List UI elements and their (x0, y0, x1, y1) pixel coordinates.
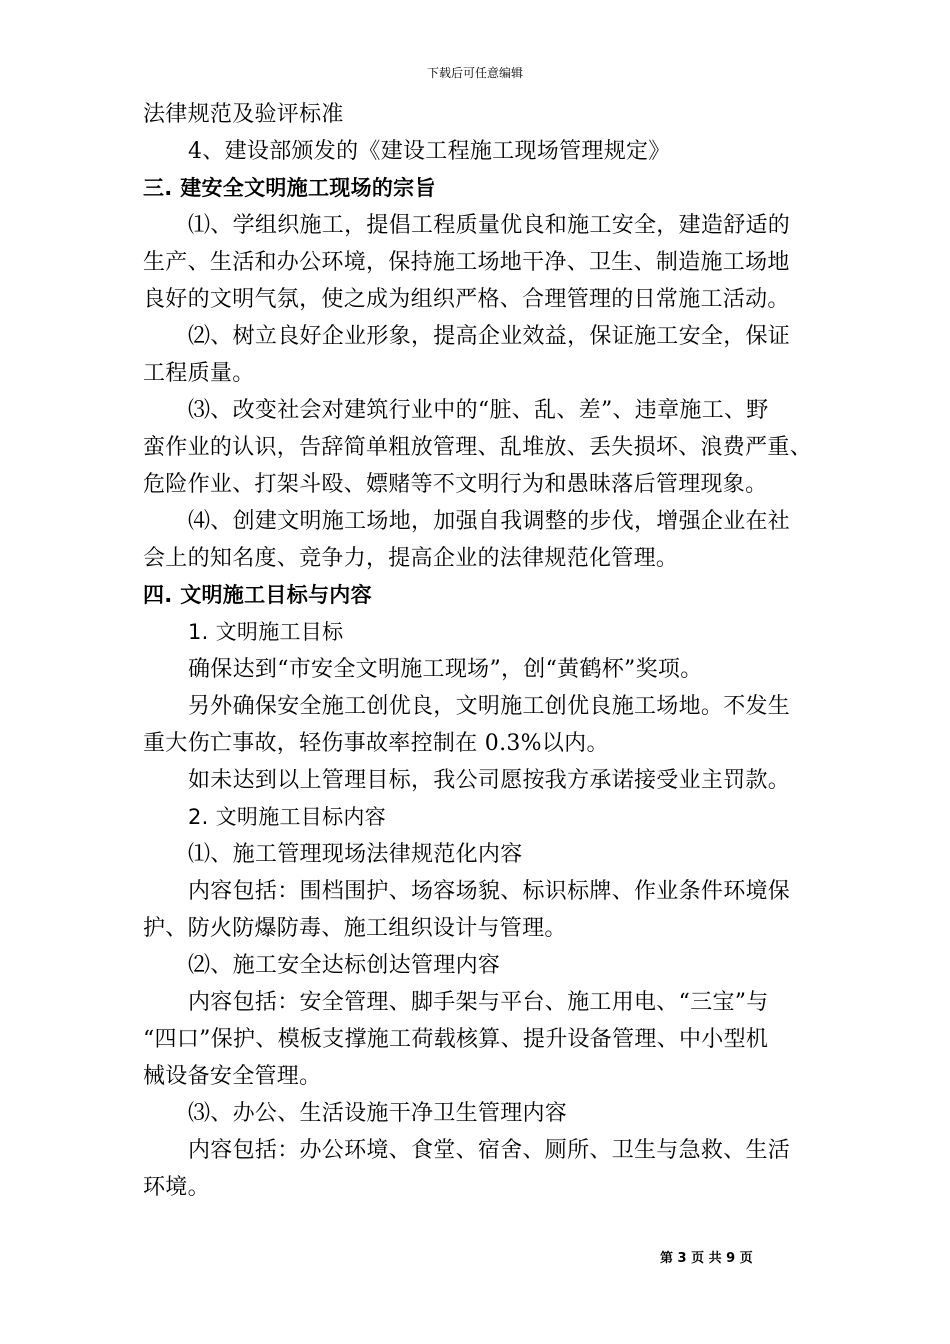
text-line: “四口”保护、模板支撑施工荷载核算、提升设备管理、中小型机 (143, 1027, 769, 1052)
text-line: ⑴、学组织施工，提倡工程质量优良和施工安全，建造舒适的 (188, 213, 791, 238)
text-line: ⑷、创建文明施工场地，加强自我调整的步伐，增强企业在社 (188, 509, 791, 534)
text-line: 会上的知名度、竞争力，提高企业的法律规范化管理。 (143, 546, 679, 571)
section-heading: 四. 文明施工目标与内容 (143, 583, 372, 607)
text-line: ⑵、施工安全达标创达管理内容 (188, 953, 501, 978)
text-line: ⑵、树立良好企业形象，提高企业效益，保证施工安全，保证 (188, 324, 791, 349)
page-header: 下载后可任意编辑 (426, 66, 523, 80)
text-line: 蛮作业的认识，告辞简单粗放管理、乱堆放、丢失损坏、浪费严重、 (143, 435, 813, 460)
text-line: 重大伤亡事故，轻伤事故率控制在 0.3%以内。 (143, 731, 609, 756)
text-line: 确保达到“市安全文明施工现场”，创“黄鹤杯”奖项。 (188, 657, 703, 682)
text-line: 如未达到以上管理目标，我公司愿按我方承诺接受业主罚款。 (188, 768, 791, 793)
text-line: 工程质量。 (143, 361, 255, 386)
text-line: 良好的文明气氛，使之成为组织严格、合理管理的日常施工活动。 (143, 287, 790, 312)
text-line: 环境。 (143, 1175, 210, 1200)
text-line: 内容包括：围档围护、场容场貌、标识标牌、作业条件环境保 (188, 879, 791, 904)
text-line: 械设备安全管理。 (143, 1064, 322, 1089)
section-heading: 三. 建安全文明施工现场的宗旨 (143, 176, 436, 200)
text-line: 4、建设部颁发的《建设工程施工现场管理规定》 (188, 139, 671, 164)
text-line: 护、防火防爆防毒、施工组织设计与管理。 (143, 916, 567, 941)
text-line: ⑴、施工管理现场法律规范化内容 (188, 842, 523, 867)
text-line: 生产、生活和办公环境，保持施工场地干净、卫生、制造施工场地 (143, 250, 790, 275)
text-line: 危险作业、打架斗殴、嫖赌等不文明行为和愚昧落后管理现象。 (143, 472, 768, 497)
text-line: ⑶、改变社会对建筑行业中的“脏、乱、差”、违章施工、野 (188, 398, 769, 423)
text-line: 法律规范及验评标准 (143, 102, 344, 127)
subsection-heading: 2. 文明施工目标内容 (188, 805, 387, 829)
page-footer: 第 3 页 共 9 页 (660, 1251, 753, 1266)
text-line: ⑶、办公、生活设施干净卫生管理内容 (188, 1101, 568, 1126)
text-line: 内容包括：办公环境、食堂、宿舍、厕所、卫生与急救、生活 (188, 1138, 791, 1163)
text-line: 另外确保安全施工创优良，文明施工创优良施工场地。不发生 (188, 694, 791, 719)
subsection-heading: 1. 文明施工目标 (188, 620, 344, 644)
text-line: 内容包括：安全管理、脚手架与平台、施工用电、“三宝”与 (188, 990, 769, 1015)
document-body (143, 96, 823, 1206)
